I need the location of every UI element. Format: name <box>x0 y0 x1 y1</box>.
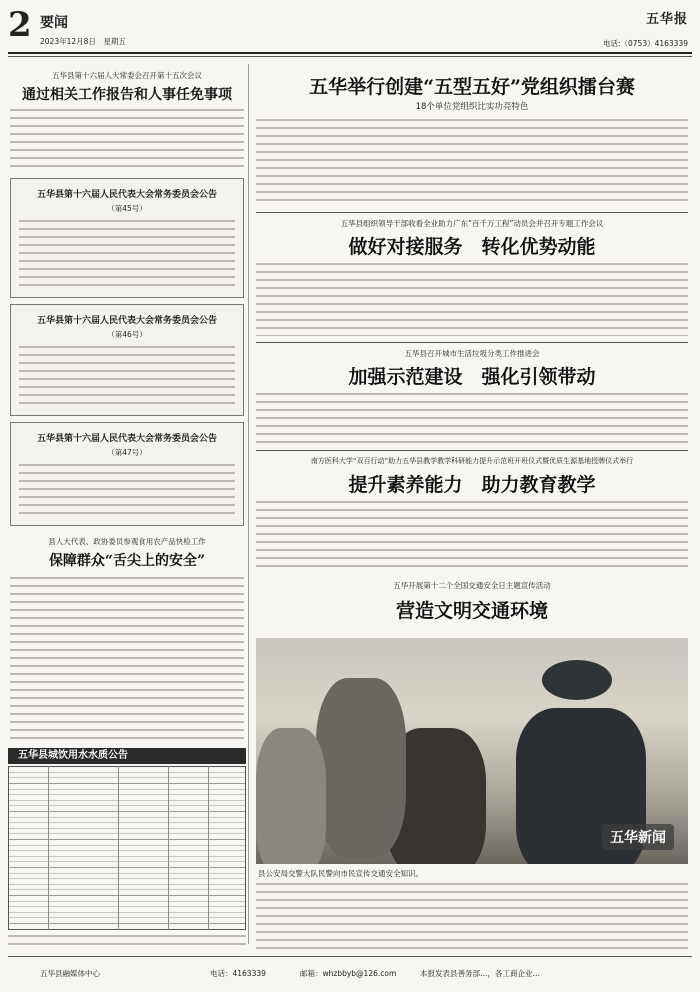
left-story1-headline: 通过相关工作报告和人事任免事项 <box>22 87 232 103</box>
right-story4-body <box>256 498 688 568</box>
photo-police-cap <box>542 660 612 700</box>
section-rule <box>256 450 688 451</box>
water-table-notes <box>8 932 246 946</box>
right-story2-kicker: 五华县组织领导干部收看全业助力广东“百千万工程”动员会并召开专题工作会议 <box>340 219 604 228</box>
right-story1-headline: 五华举行创建“五型五好”党组织擂台赛 <box>309 76 635 98</box>
photo-watermark: 五华新闻 <box>602 824 674 850</box>
right-story2-headline: 做好对接服务 转化优势动能 <box>348 236 596 258</box>
right-story5-body <box>256 880 688 950</box>
notice-46-title: 五华县第十六届人民代表大会常务委员会公告 <box>36 316 217 326</box>
notice-46-body <box>19 343 235 409</box>
footer-phone: 电话：4163339 <box>210 969 266 978</box>
notice-45-body <box>19 217 235 291</box>
footer-publisher: 五华县融媒体中心 <box>40 969 100 978</box>
notice-46 <box>10 304 244 416</box>
photo-adult <box>316 678 406 858</box>
left-story1-kicker: 五华县第十六届人大常委会召开第十五次会议 <box>52 71 202 80</box>
paper-name: 五华报 <box>645 12 688 27</box>
section-rule <box>256 212 688 213</box>
table-col-divider <box>168 766 169 930</box>
masthead-rule <box>8 52 692 54</box>
water-table-title: 五华县城饮用水水质公告 <box>8 748 246 764</box>
page-number: 2 <box>8 5 32 45</box>
notice-47 <box>10 422 244 526</box>
right-story3-body <box>256 390 688 444</box>
notice-45-number: （第45号） <box>107 204 147 213</box>
footer-email: 邮箱：whzbbyb@126.com <box>300 969 397 978</box>
footer <box>0 960 700 992</box>
right-story5-headline: 营造文明交通环境 <box>395 600 548 622</box>
section-rule <box>256 342 688 343</box>
notice-47-body <box>19 461 235 519</box>
right-story3-headline: 加强示范建设 强化引领带动 <box>348 366 596 388</box>
right-story4-kicker: 南方医科大学“双百行动”助力五华县教学教学科研能力提升示范班开班仪式暨优质生源基地授牌仪式举行 <box>310 457 634 465</box>
left-story2-headline: 保障群众“舌尖上的安全” <box>48 553 206 569</box>
masthead-rule-thin <box>8 56 692 57</box>
notice-46-number: （第46号） <box>107 330 147 339</box>
notice-47-title: 五华县第十六届人民代表大会常务委员会公告 <box>36 434 217 444</box>
notice-45-title: 五华县第十六届人民代表大会常务委员会公告 <box>36 190 217 200</box>
left-story2-body <box>10 574 244 740</box>
photo-person-left <box>256 728 326 864</box>
left-story2-kicker: 县人大代表、政协委员参观食用农产品快检工作 <box>48 537 206 546</box>
issue-date: 2023年12月8日 星期五 <box>40 37 126 46</box>
traffic-safety-photo <box>256 638 688 864</box>
left-story1-body <box>10 106 244 170</box>
right-story3-kicker: 五华县召开城市生活垃圾分类工作推进会 <box>404 349 540 358</box>
masthead-phone: 电话:（0753）4163339 <box>602 39 688 48</box>
right-story4-headline: 提升素养能力 助力教育教学 <box>348 474 596 496</box>
right-story1-body <box>256 116 688 206</box>
notice-47-number: （第47号） <box>107 448 147 457</box>
photo-caption: 县公安局交警大队民警向市民宣传交通安全知识。 <box>258 869 423 878</box>
right-story5-kicker: 五华开展第十二个全国交通安全日主题宣传活动 <box>393 581 551 590</box>
table-col-divider <box>208 766 209 930</box>
right-story2-body <box>256 260 688 336</box>
footer-rule <box>8 956 692 957</box>
water-table-grid <box>8 766 246 930</box>
masthead <box>0 0 700 56</box>
water-quality-table <box>8 748 246 948</box>
table-col-divider <box>48 766 49 930</box>
column-divider <box>248 64 249 944</box>
table-col-divider <box>118 766 119 930</box>
section-title: 要闻 <box>40 15 68 31</box>
right-story1-subhead: 18个单位党组织比实功亮特色 <box>415 102 529 112</box>
footer-statement: 本报发表县善务部…，各工商企业… <box>420 969 540 978</box>
notice-45 <box>10 178 244 298</box>
